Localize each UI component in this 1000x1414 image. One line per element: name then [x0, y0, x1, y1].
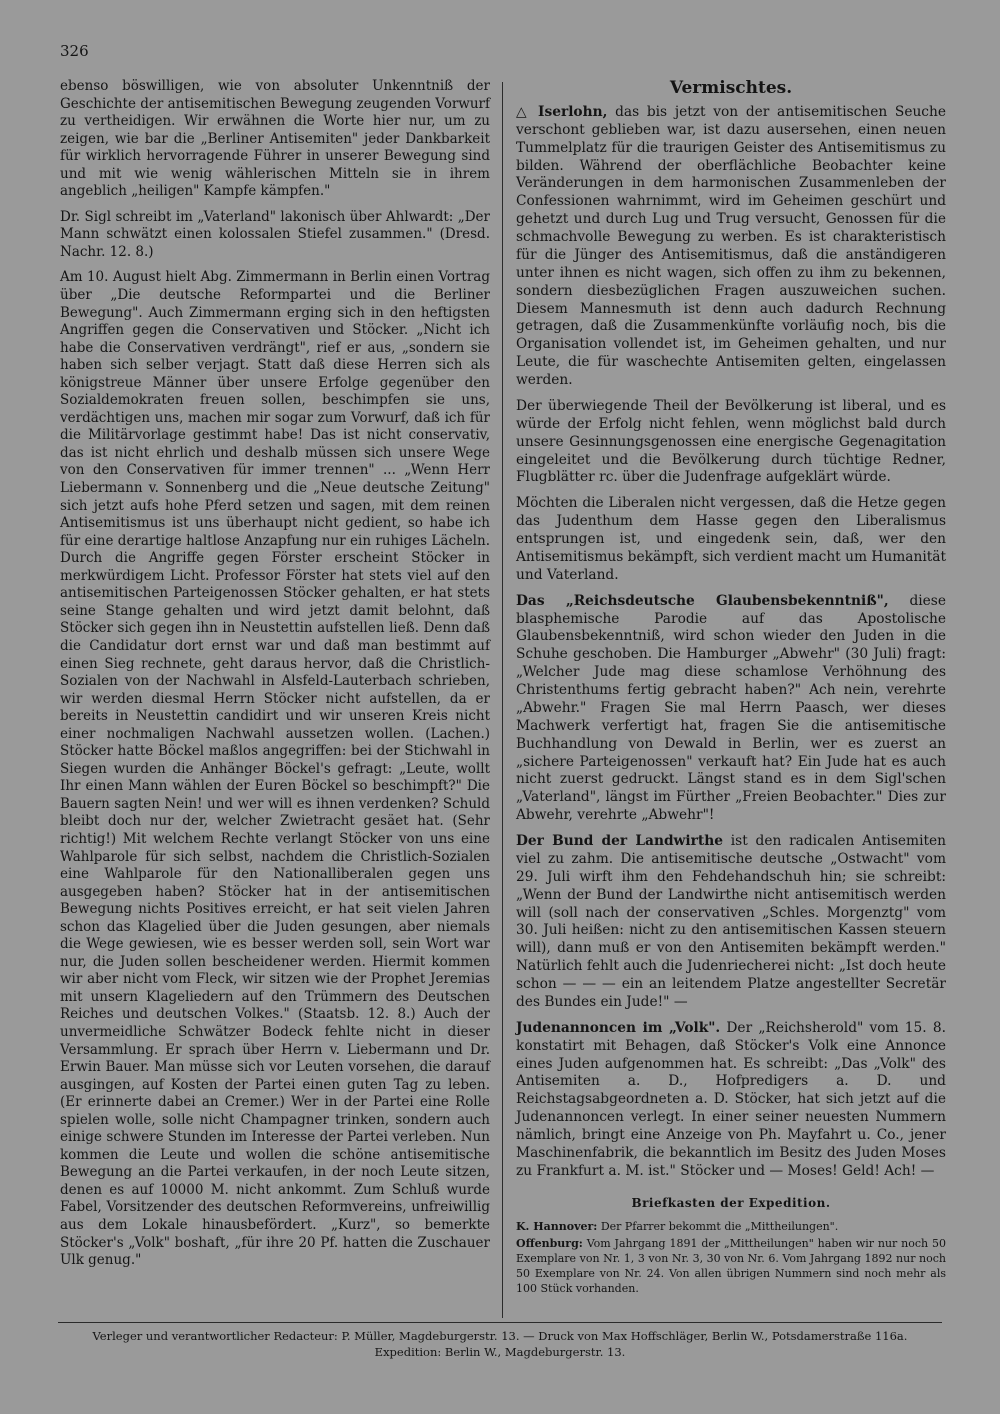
page-number: 326 — [60, 42, 89, 60]
imprint-line-publisher: Verleger und verantwortlicher Redacteur: P. Müller, Magdeburgerstr. 13. — Druck von Max Hoffschläger, Berlin W., Potsdamerstraße 116a. — [92, 1329, 908, 1343]
article-iserlohn-cont-2 — [516, 495, 946, 584]
left-paragraph-3: Am 10. August hielt Abg. Zimmermann in Berlin einen Vortrag über „Die deutsche Reformpartei und die Berliner Bewegung". Auch Zimmermann erging sich in den heftigsten Angriffen gegen die Conservativen und Stöcker. „Nicht ich habe die Conservativen verdrängt", rief er aus, „sondern sie haben sich selber verjagt. Statt daß diese Herren sich als königstreue Männer über unsere Erfolge gegenüber den Sozialdemokraten freuen sollen, beschimpfen sie uns, verdächtigen uns, machen mir sogar zum Vorwurf, daß ich für die Militärvorlage gestimmt habe! Das ist nicht conservativ, das ist nicht ehrlich und deshalb müssen sich unsere Wege von den Conservativen für immer trennen" ... „Wenn Herr Liebermann v. Sonnenberg und die „Neue deutsche Zeitung" sich jetzt aufs hohe Pferd setzen und sagen, mit dem reinen Antisemitismus ist uns überhaupt nicht gedient, so habe ich für eine derartige haltlose Anzapfung nur ein ruhiges Lächeln. Durch die Angriffe gegen Förster erscheint Stöcker in merkwürdigem Licht. Professor Förster hat stets viel auf den antisemitischen Parteigenossen Stöcker gehalten, er hat stets seine Stange gehalten und wird jetzt damit belohnt, daß Stöcker sich gegen ihn in Neustettin aufstellen ließ. Denn daß die Candidatur dort ernst war und daß man bestimmt auf einen Sieg rechnete, geht daraus hervor, daß die Christlich-Sozialen von der Nachwahl in Alsfeld-Lauterbach schrieben, wir werden diesmal Herrn Stöcker nicht aufstellen, da er bereits in Neustettin candidirt und wir unseren Kreis nicht einer nochmaligen Nachwahl aussetzen wollen. (Lachen.) Stöcker hatte Böckel maßlos angegriffen: bei der Stichwahl in Siegen wurden die Anhänger Böckel's gefragt: „Leute, wollt Ihr einen Mann wählen der Euren Böckel so beschimpft?" Die Bauern sagten Nein! und wer will es ihnen verdenken? Schuld bleibt doch nur der, welcher Zwietracht gesäet hat. (Sehr richtig!) Mit welchem Rechte verlangt Stöcker von uns eine Wahlparole für sich selbst, nachdem die Christlich-Sozialen eine Wahlparole für den Nationalliberalen gegen uns ausgegeben haben? Stöcker hat in der antisemitischen Bewegung nichts Positives erreicht, er hat seit vielen Jahren schon das Klagelied über die Juden gesungen, aber niemals die Wege gewiesen, wie es besser werden soll, sein Wort war nur, die Juden sollen bescheidener werden. Hiermit kommen wir aber nicht vom Fleck, wir sitzen wie der Prophet Jeremias mit unsern Klageliedern auf den Trümmern des Deutschen Reiches und deutschen Volkes." (Staatsb. 12. 8.) Auch der unvermeidliche Schwätzer Bodeck fehlte nicht in dieser Versammlung. Er sprach über Herrn v. Liebermann und Dr. Erwin Bauer. Man müsse sich vor Leuten vorsehen, die darauf ausgingen, auf Kosten der Partei einen guten Tag zu leben. (Er erinnerte dabei an Cremer.) Wer in der Partei eine Rolle spielen wolle, solle nicht Champagner trinken, sondern auch einige schwere Stunden im Interesse der Partei verleben. Nun kommen die Leute und wollen die schöne antisemitische Bewegung an die Partei verkaufen, in der noch Leute sitzen, denen es auf 10000 M. nicht ankommt. Zum Schluß wurde Fabel, Vorsitzender des deutschen Reformvereins, unfreiwillig aus dem Lokale hinausbefördert. „Kurz", so bemerkte Stöcker's „Volk" boshaft, „für ihre 20 Pf. hatten die Zuschauer Ulk genug." — [60, 269, 490, 1269]
article-text: ist den radicalen Antisemiten viel zu zahm. Die antisemitische deutsche „Ostwacht" vom 29. Juli wirft ihm den Fehdehandschuh hin; sie schreibt: „Wenn der Bund der Landwirthe nicht antisemitisch werden will (soll nach der conservativen „Schles. Morgenztg" vom 30. Juli heißen: nicht zu den antisemitischen Kassen steuern will), dann muß er von den Antisemiten bekämpft werden." Natürlich fehlt auch die Judenriecherei nicht: „Ist doch heute schon — — — ein an leitendem Platze angestellter Secretär des Bundes ein Jude!" — — [516, 833, 947, 1010]
imprint-line-expedition: Expedition: Berlin W., Magdeburgerstr. 13. — [374, 1345, 626, 1359]
briefkasten-item — [516, 1219, 946, 1234]
left-paragraph-2: Dr. Sigl schreibt im „Vaterland" lakonisch über Ahlwardt: „Der Mann schwätzt einen kolossalen Stiefel zusammen." (Dresd. Nachr. 12. 8.) — [60, 208, 490, 260]
briefkasten — [516, 1219, 946, 1296]
column-divider — [502, 82, 503, 1318]
article-text: Der „Reichsherold" vom 15. 8. konstatirt mit Behagen, daß Stöcker's Volk eine Annonce eines Juden aufgenommen hat. Es schreibt: „Das „Volk" des Antisemiten a. D., Hofpredigers a. D. und Reichstagsabgeordneten a. D. Stöcker, hat sich jetzt auf die Judenannoncen verlegt. In einer seiner neuesten Nummern nämlich, bringt eine Anzeige von Ph. Mayfahrt u. Co., jener Maschinenfabrik, die bekanntlich im Besitz des Juden Moses zu Frankfurt a. M. ist." Stöcker und — Moses! Geld! Ach! — — [516, 1019, 946, 1179]
briefkasten-text: Vom Jahrgang 1891 der „Mittheilungen" haben wir nur noch 50 Exemplare von Nr. 1, 3 von Nr. 3, 30 von Nr. 6. Vom Jahrgang 1892 nur noch 50 Exemplare von Nr. 24. Von allen übrigen Nummern sind noch mehr als 100 Stück vorhanden. — [516, 1236, 946, 1295]
article-text: Der überwiegende Theil der Bevölkerung ist liberal, und es würde der Erfolg nicht fehlen, wenn möglichst bald durch unsere Gesinnungsgenossen eine energische Gegenagitation eingeleitet und die Bevölkerung durch tüchtige Redner, Flugblätter rc. über die Judenfrage aufgeklärt würde. — [516, 397, 946, 486]
article-iserlohn — [516, 104, 946, 390]
briefkasten-item — [516, 1236, 946, 1296]
article-text: Möchten die Liberalen nicht vergessen, daß die Hetze gegen das Judenthum dem Hasse gegen den Liberalismus entsprungen ist, und eingedenk sein, daß, wer den Antisemitismus bekämpft, sich verdient macht um Humanität und Vaterland. — [516, 495, 946, 583]
left-column — [60, 78, 490, 1278]
right-column — [516, 78, 946, 1298]
article-text: das bis jetzt von der antisemitischen Seuche verschont geblieben war, ist dazu ausersehen, einen neuen Tummelplatz für die traurigen Geister des Antisemitismus zu bilden. Während der oberflächliche Beobachter keine Veränderungen in dem harmonischen Zusammenleben der Confessionen wahrnimmt, wird im Geheimen geschürt und gehetzt und durch Lug und Trug versucht, Genossen für die schmachvolle Bewegung zu werben. Es ist charakteristisch für die Jünger des Antisemitismus, daß die anständigeren unter ihnen es nicht wagen, sich offen zu ihm zu bekennen, sondern diesbezüglichen Fragen auszuweichen suchen. Diesem Mannesmuth ist denn auch dadurch Rechnung getragen, daß die Zusammenkünfte vorläufig noch, bis die Organisation vollendet ist, im Geheimen gehalten, und nur Leute, die für waschechte Antisemiten gelten, eingelassen werden. — [516, 103, 947, 388]
imprint-footer — [58, 1328, 942, 1360]
footer-divider — [58, 1322, 942, 1323]
article-heading: Judenannoncen im „Volk". — [516, 1019, 721, 1036]
left-paragraph-1: ebenso böswilligen, wie von absoluter Unkenntniß der Geschichte der antisemitischen Bewegung zeugenden Vorwurf zu vertheidigen. Wir erwähnen die Worte hier nur, um zu zeigen, wie bar die „Berliner Antisemiten" jeder Dankbarkeit für wirklich hervorragende Führer in unserer Bewegung sind und mit wie wenig wählerischen Mitteln sie in ihrem angeblich „heiligen" Kampfe kämpfen." — [60, 78, 490, 200]
article-heading: Das „Reichsdeutsche Glaubensbekenntniß", — [516, 592, 889, 609]
article-text: diese blasphemische Parodie auf das Apostolische Glaubensbekenntniß, wird schon wieder den Juden in die Schuhe geschoben. Die Hamburger „Abwehr" (30 Juli) fragt: „Welcher Jude mag diese schamlose Verhöhnung des Christenthums fertig gebracht haben?" Ach nein, verehrte „Abwehr." Fragen Sie mal Herrn Paasch, wer dieses Machwerk verfertigt hat, fragen Sie die antisemitische Buchhandlung von Dewald in Berlin, wer es zuerst an „sichere Parteigenossen" verkauft hat? Ein Jude hat es auch nicht zuerst gedruckt. Längst stand es in dem Sigl'schen „Vaterland", längst im Fürther „Freien Beobachter." Dies zur Abwehr, verehrte „Abwehr"! — [516, 592, 946, 824]
briefkasten-title: Briefkasten der Expedition. — [631, 1195, 831, 1210]
article-glaubensbekenntniss — [516, 593, 946, 825]
briefkasten-recipient: K. Hannover: — [516, 1219, 598, 1233]
briefkasten-text: Der Pfarrer bekommt die „Mittheilungen". — [597, 1219, 839, 1233]
article-judenannoncen — [516, 1020, 946, 1181]
article-bund-der-landwirthe — [516, 833, 946, 1012]
briefkasten-recipient: Offenburg: — [516, 1236, 583, 1250]
article-iserlohn-cont-1 — [516, 398, 946, 487]
article-heading: △ Iserlohn, — [516, 103, 608, 120]
article-heading: Der Bund der Landwirthe — [516, 833, 723, 849]
section-title: Vermischtes. — [669, 78, 793, 98]
